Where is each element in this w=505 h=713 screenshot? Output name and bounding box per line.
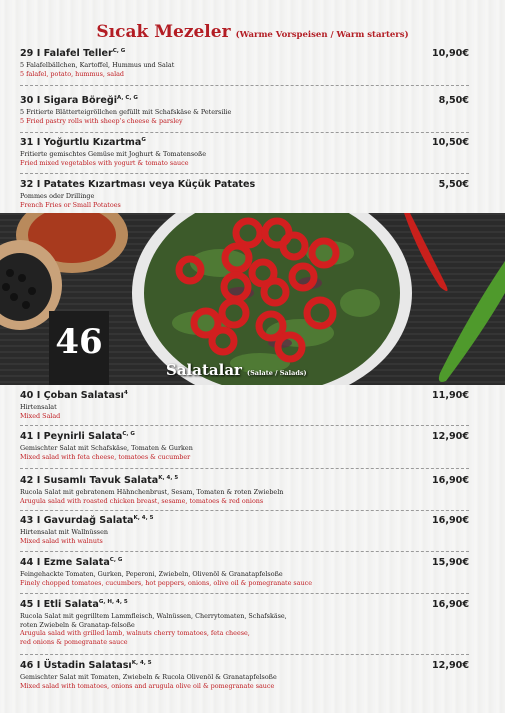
item-description-en: French Fries or Small Potatoes <box>20 200 121 209</box>
item-description-de: 5 Falafelbällchen, Kartoffel, Hummus und Salat <box>20 61 175 70</box>
item-name: 31 I Yoğurtlu Kızartma$^G$ <box>20 137 146 149</box>
item-price: 12,90€ <box>431 431 469 442</box>
item-name: 30 I Sigara Böreği$^{A, C, G}$ <box>20 95 138 107</box>
item-name: 43 I Gavurdağ Salata$^{K, 4, 5}$ <box>20 515 154 527</box>
item-description-de: Pommes oder Drillinge <box>20 192 95 200</box>
item-name: 42 I Susamlı Tavuk Salata$^{K, 4, 5}$ <box>20 475 179 487</box>
item-name: 29 I Falafel Teller$^{C, G}$ <box>20 48 126 60</box>
divider <box>20 551 469 552</box>
item-description-de-line-2: roten Zwiebeln & Granatap-felsoße <box>20 620 135 629</box>
item-description-en: Mixed salad with tomatoes, onions and arugula olive oil & pomegranate sauce <box>20 681 275 690</box>
item-description-en: Fried mixed vegetables with yogurt & tomato sauce <box>20 158 189 167</box>
divider <box>20 654 469 655</box>
item-price: 16,90€ <box>431 475 469 486</box>
banner-subtitle: (Salate / Salads) <box>247 369 307 377</box>
item-price: 5,50€ <box>438 179 469 190</box>
item-description-de-line-1: Rucola Salat mit gegrilltem Lammfleisch, Walnüssen, Cherrytomaten, Schafskäse, <box>20 612 287 621</box>
menu-item-46 <box>20 660 469 690</box>
section-header-warm-starters <box>0 22 505 42</box>
item-description-de: Feingehackte Tomaten, Gurken, Peperoni, Zwiebeln, Olivenöl & Granatapfelsoße <box>20 570 283 579</box>
item-name: 46 I Üstadin Salatası$^{K, 4, 5}$ <box>20 660 152 672</box>
divider <box>20 593 469 594</box>
item-description-en: Mixed Salad <box>20 411 61 420</box>
item-price: 11,90€ <box>431 390 469 401</box>
divider <box>20 85 469 86</box>
divider <box>20 173 469 174</box>
item-price: 15,90€ <box>431 557 469 568</box>
banner-title: Salatalar <box>166 361 242 379</box>
item-price: 8,50€ <box>438 95 469 106</box>
item-price: 12,90€ <box>431 660 469 671</box>
menu-item-42 <box>20 475 469 505</box>
item-description-en: 5 falafel, potato, hummus, salad <box>20 69 125 78</box>
item-price: 10,90€ <box>431 48 469 59</box>
item-description-en-line-1: Arugula salad with grilled lamb, walnuts cherry tomatoes, feta cheese, <box>20 629 250 638</box>
item-description-en: 5 Fried pastry rolls with sheep’s cheese & parsley <box>20 116 183 125</box>
menu-item-41 <box>20 431 469 461</box>
item-name: 40 I Çoban Salatası$^4$ <box>20 390 128 402</box>
menu-item-31 <box>20 137 469 167</box>
item-description-en: Mixed salad with feta cheese, tomatoes & cucumber <box>20 452 191 461</box>
menu-item-40 <box>20 390 469 420</box>
section-subtitle: (Warme Vorspeisen / Warm starters) <box>235 30 409 40</box>
salads-heading <box>166 360 307 379</box>
divider <box>20 468 469 469</box>
section-title: Sıcak Mezeler <box>96 22 231 42</box>
menu-item-43 <box>20 515 469 545</box>
item-description-en: Arugula salad with roasted chicken breast, sesame, tomatoes & red onions <box>20 496 264 505</box>
item-description-de: 5 Fritierte Blätterteigröllchen gefüllt mit Schafskäse & Petersilie <box>20 108 232 117</box>
menu-item-45 <box>20 599 469 647</box>
item-description-de: Gemischter Salat mit Tomaten, Zwiebeln & Rucola Olivenöl & Granatapfelsoße <box>20 673 277 682</box>
item-price: 16,90€ <box>431 515 469 526</box>
divider <box>20 425 469 426</box>
menu-item-30 <box>20 95 469 125</box>
item-description-de: Hirtensalat <box>20 403 57 412</box>
item-description-de: Rucola Salat mit gebratenem Hähnchenbrust, Sesam, Tomaten & roten Zwiebeln <box>20 488 284 497</box>
item-name: 45 I Etli Salata$^{G, H, 4, 5}$ <box>20 599 128 611</box>
divider <box>20 510 469 511</box>
item-price: 10,50€ <box>431 137 469 148</box>
divider <box>20 132 469 133</box>
item-description-de: Fritierte gemischtes Gemüse mit Joghurt & Tomatensoße <box>20 150 207 159</box>
page-number: 46 <box>55 322 103 362</box>
item-description-en-line-2: red onions & pomegranate sauce <box>20 637 128 646</box>
item-name: 44 I Ezme Salata$^{C, G}$ <box>20 557 123 569</box>
item-name: 41 I Peynirli Salata$^{C, G}$ <box>20 431 135 443</box>
item-name: 32 I Patates Kızartması veya Küçük Patates <box>20 179 256 190</box>
item-price: 16,90€ <box>431 599 469 610</box>
menu-item-44 <box>20 557 469 587</box>
item-description-de: Gemischter Salat mit Schafskäse, Tomaten & Gurken <box>20 444 193 453</box>
menu-item-29 <box>20 48 469 78</box>
item-description-en: Mixed salad with walnuts <box>20 536 103 545</box>
menu-item-32 <box>20 179 469 209</box>
item-description-en: Finely chopped tomatoes, cucumbers, hot peppers, onions, olive oil & pomegranate sauce <box>20 578 313 587</box>
item-description-de: Hirtensalat mit Wallnüssen <box>20 528 108 537</box>
